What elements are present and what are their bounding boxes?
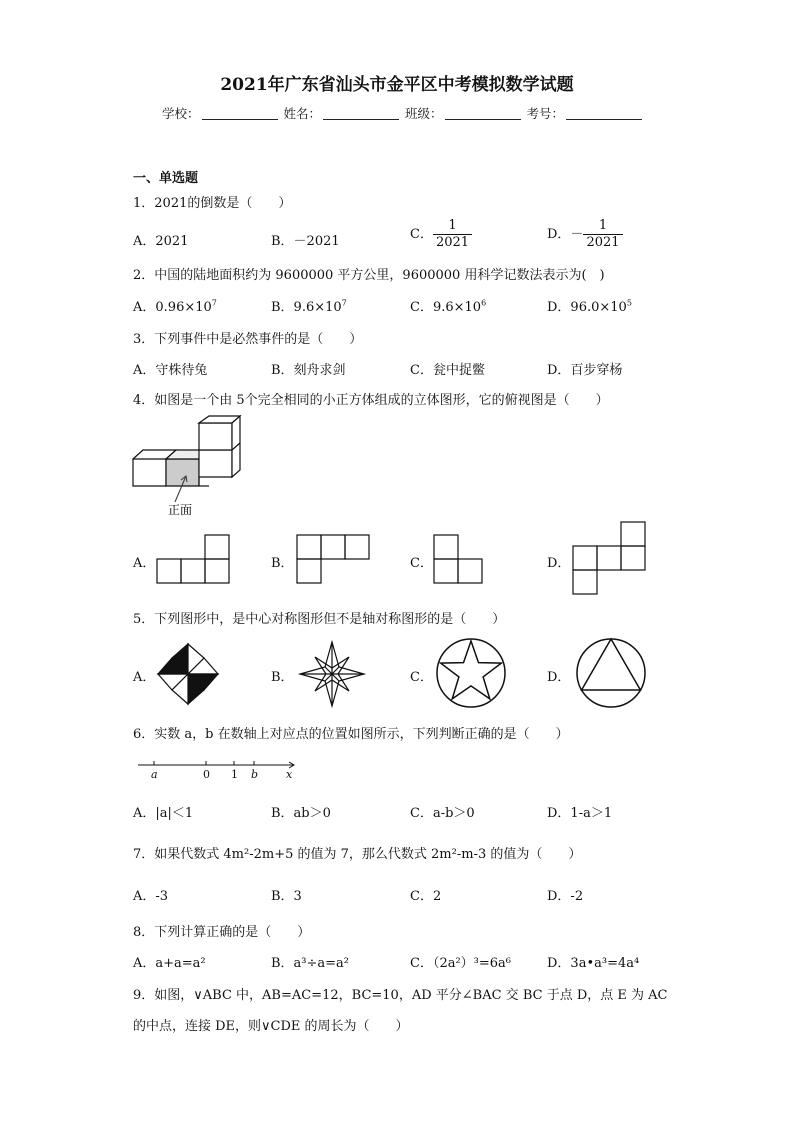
- axis-label-b: b: [251, 768, 259, 781]
- q2-option-c: C．$9.6\times 10^6$: [410, 298, 487, 315]
- q5-pinwheel-figure: [155, 641, 221, 707]
- student-info: [162, 104, 644, 122]
- question-8-stem: 8．下列计算正确的是（ ）: [133, 925, 311, 940]
- name-label: 姓名：: [283, 106, 322, 121]
- q3-option-a: A．守株待兔: [133, 363, 208, 378]
- q4-c-figure: [433, 534, 508, 584]
- question-6-stem: 6．实数 a，b 在数轴上对应点的位置如图所示，下列判断正确的是（ ）: [133, 727, 569, 742]
- q5-option-a: A．: [133, 670, 156, 685]
- q8-option-d: D．3a•a³=4a⁴: [547, 956, 640, 971]
- q4-b-figure: [296, 534, 371, 584]
- q2-option-b: B．$9.6\times 10^7$: [271, 298, 347, 315]
- q5-option-c: C．: [410, 670, 433, 685]
- question-7-stem: 7．如果代数式 4m²-2m+5 的值为 7，那么代数式 2m²-m-3 的值为（ ）: [133, 847, 582, 862]
- q3-option-d: D．百步穿杨: [547, 363, 623, 378]
- axis-label-a: a: [151, 768, 158, 781]
- q5-star-compass-figure: [298, 640, 366, 708]
- q3-option-c: C．瓮中捉鳖: [410, 363, 485, 378]
- q6-option-d: D．1-a＞1: [547, 806, 613, 821]
- q8-option-b: B．a³÷a=a²: [271, 956, 350, 971]
- school-label: 学校：: [162, 106, 200, 121]
- q6-option-b: B．ab＞0: [271, 806, 331, 821]
- q6-number-line: [136, 757, 301, 781]
- q5-star-in-circle-figure: [435, 637, 507, 709]
- q4-option-c: C．: [410, 556, 433, 571]
- q1-d-fraction: $\frac{1}{2021}$: [583, 218, 622, 251]
- question-5-stem: 5．下列图形中，是中心对称图形但不是轴对称图形的是（ ）: [133, 612, 506, 627]
- page-title: 2021年广东省汕头市金平区中考模拟数学试题: [220, 75, 574, 95]
- q2-option-d: D．$96.0\times 10^5$: [547, 298, 632, 315]
- q7-option-a: A．-3: [133, 889, 169, 904]
- class-label: 班级：: [405, 106, 443, 121]
- section-heading: 一、单选题: [133, 171, 199, 186]
- q4-d-figure: [572, 521, 647, 596]
- q7-option-d: D．-2: [547, 889, 584, 904]
- axis-label-0: 0: [203, 768, 210, 781]
- q1-c-fraction: $\frac{1}{2021}$: [433, 218, 472, 251]
- question-9-line-2: 的中点，连接 DE，则∨CDE 的周长为（ ）: [133, 1019, 409, 1034]
- q6-option-a: A．|a|＜1: [133, 806, 194, 821]
- class-blank: [445, 107, 521, 120]
- q2-option-a: A．$0.96\times 10^7$: [133, 298, 217, 315]
- q6-option-c: C．a-b＞0: [410, 806, 475, 821]
- q4-option-b: B．: [271, 556, 294, 571]
- q4-cube-figure: [130, 414, 245, 524]
- question-4-stem: 4．如图是一个由 5个完全相同的小正方体组成的立体图形，它的俯视图是（ ）: [133, 393, 609, 408]
- q5-option-d: D．: [547, 670, 571, 685]
- q1-option-d: D．－ $\frac{1}{2021}$: [547, 218, 623, 251]
- q5-triangle-in-circle-figure: [575, 637, 647, 709]
- q7-option-b: B．3: [271, 889, 302, 904]
- question-9-line-1: 9．如图，∨ABC 中，AB=AC=12，BC=10，AD 平分∠BAC 交 BC 于点 D，点 E 为 AC: [133, 988, 668, 1003]
- q4-option-d: D．: [547, 556, 571, 571]
- front-label: 正面: [168, 503, 193, 517]
- q7-option-c: C．2: [410, 889, 442, 904]
- q1-option-b: B．－2021: [271, 234, 340, 249]
- number-blank: [566, 107, 642, 120]
- name-blank: [323, 107, 399, 120]
- q4-option-a: A．: [133, 556, 156, 571]
- school-blank: [202, 107, 278, 120]
- axis-label-1: 1: [231, 768, 238, 781]
- q1-option-a: A．2021: [133, 234, 189, 249]
- question-3-stem: 3．下列事件中是必然事件的是（ ）: [133, 332, 363, 347]
- question-2-stem: 2．中国的陆地面积约为 9600000 平方公里，9600000 用科学记数法表示为( ): [133, 268, 605, 283]
- q5-option-b: B．: [271, 670, 294, 685]
- axis-label-x: x: [286, 768, 293, 781]
- number-label: 考号：: [526, 106, 565, 121]
- q4-a-figure: [156, 534, 231, 584]
- q8-option-a: A．a+a=a²: [133, 956, 206, 971]
- question-1-stem: 1．2021的倒数是（ ）: [133, 196, 292, 211]
- q3-option-b: B．刻舟求剑: [271, 363, 346, 378]
- q1-option-c: C． $\frac{1}{2021}$: [410, 218, 472, 251]
- q8-option-c: C．（2a²）³=6a⁶: [410, 956, 512, 971]
